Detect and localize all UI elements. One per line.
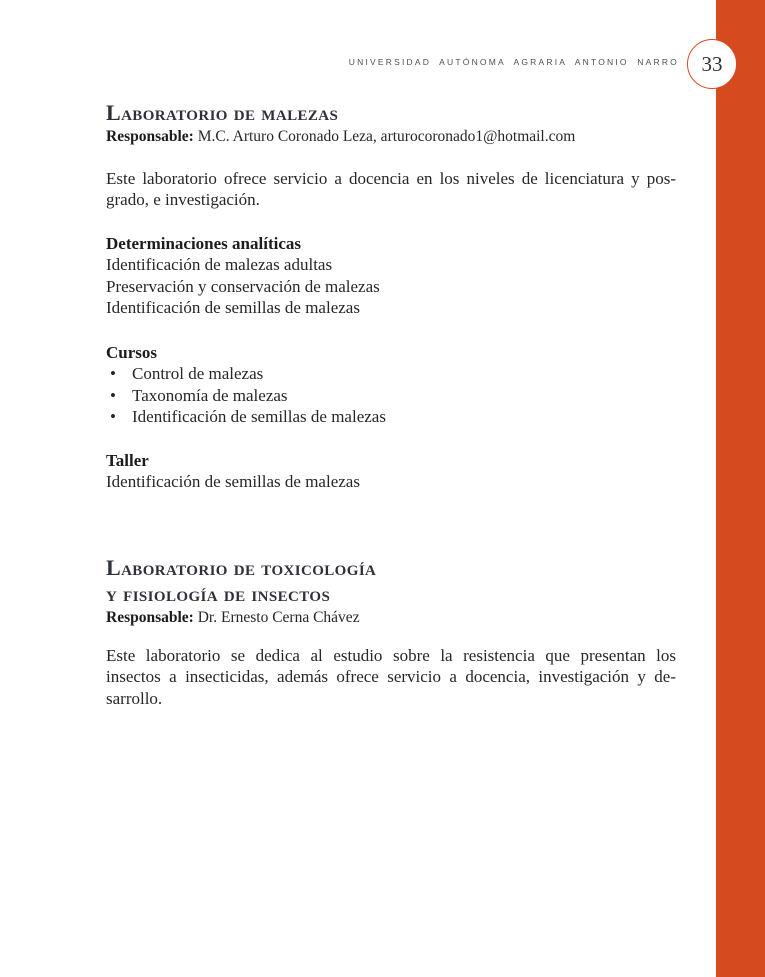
accent-sidebar [716,0,765,977]
section-title-line: Laboratorio de toxicología [106,554,377,580]
list-item [106,406,676,428]
list-item: Identificación de semillas de malezas [106,472,360,491]
page-content [106,100,676,709]
running-title: UNIVERSIDAD AUTÓNOMA AGRARIA ANTONIO NARRO [348,57,679,67]
intro-paragraph [106,645,676,710]
responsable-line [106,608,676,627]
subsection-determinaciones [106,233,676,319]
intro-paragraph [106,168,676,211]
paragraph-line: Este laboratorio ofrece servicio a docencia en los niveles de licenciatura y pos- [106,168,676,188]
paragraph-line: Este laboratorio se dedica al estudio sobre la resistencia que presentan los [106,645,676,665]
paragraph-line: grado, e investigación. [106,190,260,209]
section-title [106,555,676,608]
list-item [106,385,676,407]
list-item: Identificación de malezas adultas [106,255,333,274]
list-item: Preservación y conservación de malezas [106,276,380,296]
page-number: 33 [701,51,723,76]
bullet-icon: • [110,385,116,405]
page-number-badge [687,39,737,89]
bullet-icon: • [110,407,116,426]
list-item-text: Taxonomía de malezas [132,385,288,405]
subsection-heading: Taller [106,450,149,470]
subsection-taller [106,450,676,493]
subsection-cursos [106,342,676,428]
paragraph-line: insectos a insecticidas, además ofrece servicio a docencia, investigación y de- [106,667,676,686]
responsable-label: Responsable: [106,127,194,145]
paragraph-line: sarrollo. [106,688,163,708]
subsection-heading: Cursos [106,342,158,362]
section-toxicologia [106,555,676,710]
list-item-text: Identificación de semillas de malezas [132,407,386,426]
section-title-line: y fisiología de insectos [106,581,331,606]
list-item [106,363,676,385]
responsable-line [106,127,676,146]
subsection-heading: Determinaciones analíticas [106,233,301,253]
bullet-icon: • [110,364,116,383]
list-item: Identificación de semillas de malezas [106,298,360,317]
section-malezas [106,100,676,493]
responsable-value: M.C. Arturo Coronado Leza, arturocoronado1@hotmail.com [197,127,576,145]
section-title: Laboratorio de malezas [106,100,339,125]
list-item-text: Control de malezas [132,364,264,383]
responsable-label: Responsable: [106,608,194,626]
responsable-value: Dr. Ernesto Cerna Chávez [197,608,360,626]
